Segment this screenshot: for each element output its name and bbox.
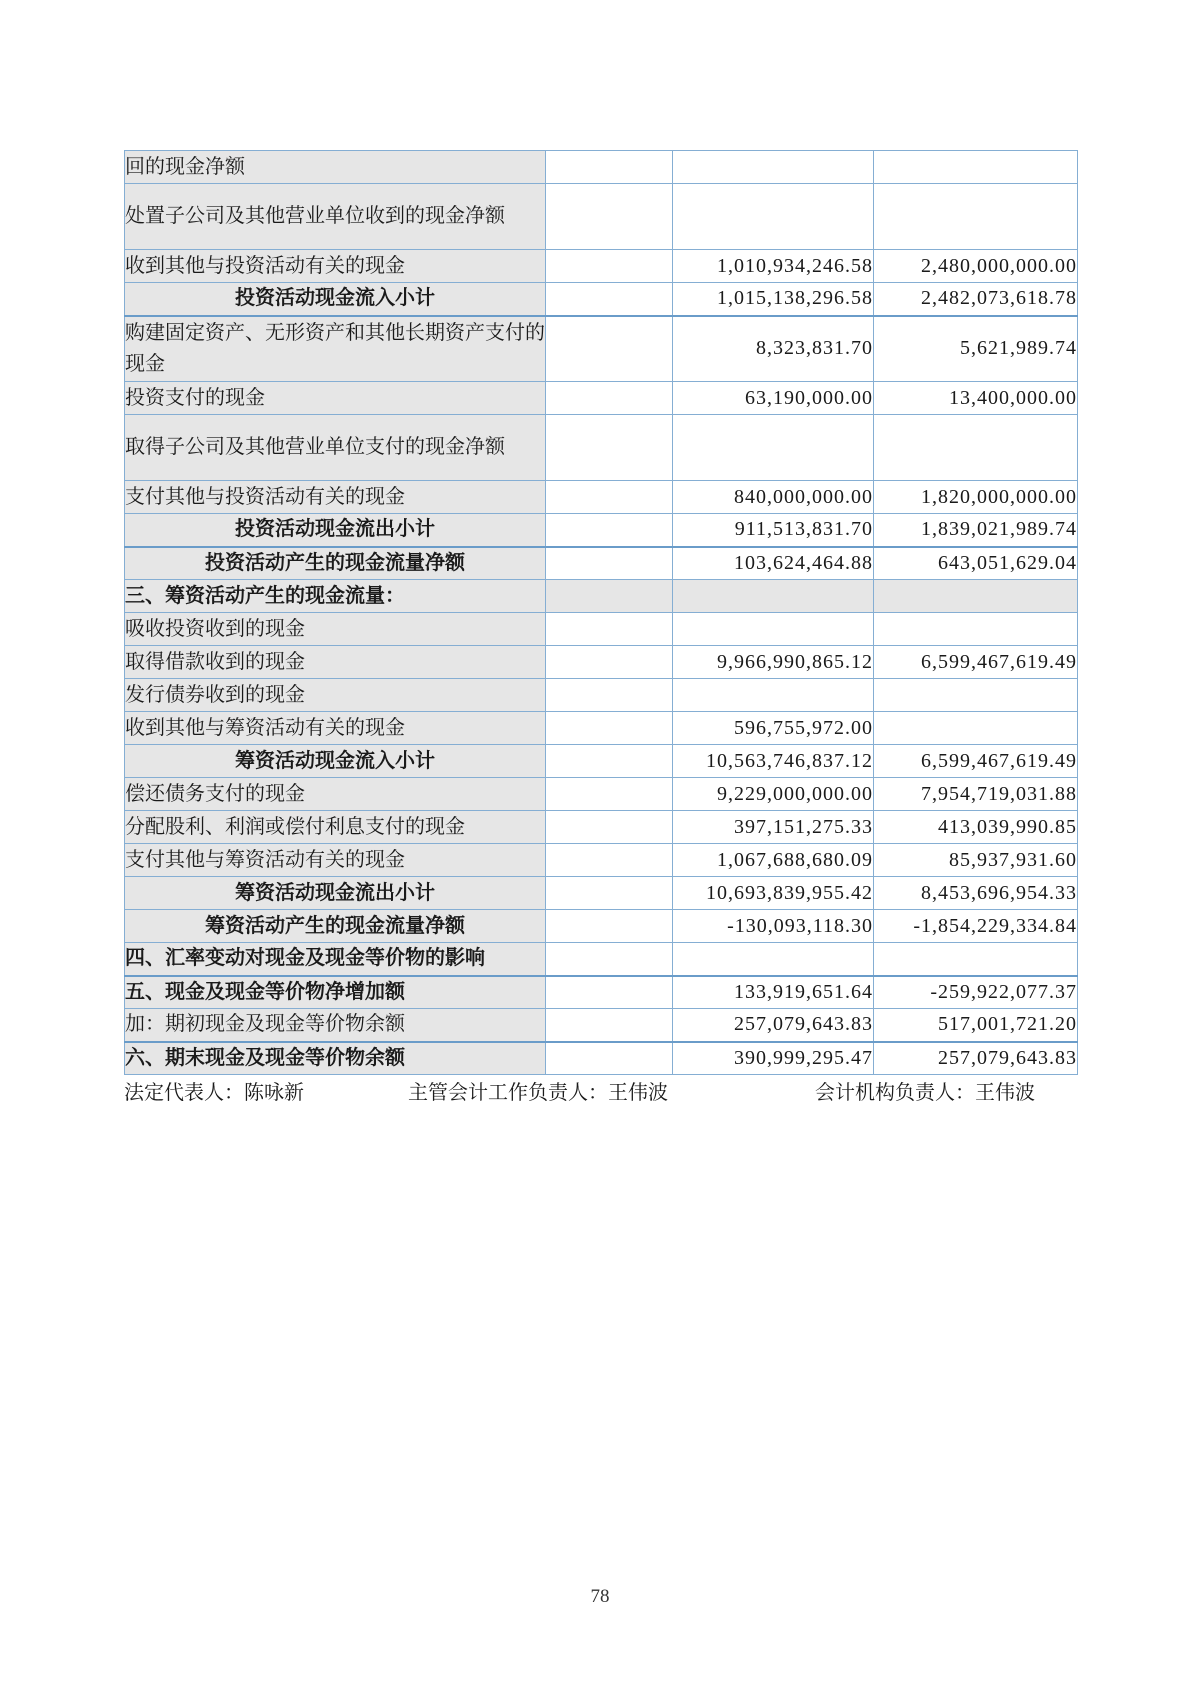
prior-period-cell: 1,839,021,989.74 <box>874 514 1078 547</box>
prior-period-cell: 257,079,643.83 <box>874 1042 1078 1075</box>
item-cell: 发行债券收到的现金 <box>125 679 546 712</box>
note-cell <box>546 877 673 910</box>
item-cell: 筹资活动现金流入小计 <box>125 745 546 778</box>
prior-period-cell: 517,001,721.20 <box>874 1009 1078 1042</box>
item-cell: 取得借款收到的现金 <box>125 646 546 679</box>
item-cell: 支付其他与投资活动有关的现金 <box>125 481 546 514</box>
current-period-cell: 63,190,000.00 <box>673 382 874 415</box>
note-cell <box>546 382 673 415</box>
table-row <box>125 382 1078 415</box>
current-period-cell: 10,563,746,837.12 <box>673 745 874 778</box>
note-cell <box>546 646 673 679</box>
item-cell: 回的现金净额 <box>125 151 546 184</box>
item-cell: 支付其他与筹资活动有关的现金 <box>125 844 546 877</box>
prior-period-cell: 643,051,629.04 <box>874 547 1078 580</box>
table-row <box>125 877 1078 910</box>
current-period-cell <box>673 943 874 976</box>
legal-representative-text: 法定代表人：陈咏新 <box>124 1082 304 1104</box>
table-row <box>125 679 1078 712</box>
note-cell <box>546 481 673 514</box>
current-period-cell: 911,513,831.70 <box>673 514 874 547</box>
current-period-cell: 596,755,972.00 <box>673 712 874 745</box>
note-cell <box>546 976 673 1009</box>
item-cell: 投资活动现金流出小计 <box>125 514 546 547</box>
table-row <box>125 910 1078 943</box>
table-row <box>125 976 1078 1009</box>
note-cell <box>546 580 673 613</box>
accounting-department-head-text: 会计机构负责人：王伟波 <box>815 1082 1035 1104</box>
prior-period-cell: 2,482,073,618.78 <box>874 283 1078 316</box>
table-row <box>125 613 1078 646</box>
item-cell: 吸收投资收到的现金 <box>125 613 546 646</box>
table-row <box>125 184 1078 250</box>
table-row <box>125 316 1078 382</box>
prior-period-cell: -1,854,229,334.84 <box>874 910 1078 943</box>
table-row <box>125 283 1078 316</box>
note-cell <box>546 547 673 580</box>
table-row <box>125 646 1078 679</box>
table-row <box>125 580 1078 613</box>
statement-table-body <box>125 151 1078 1075</box>
prior-period-cell <box>874 415 1078 481</box>
note-cell <box>546 745 673 778</box>
note-cell <box>546 844 673 877</box>
prior-period-cell <box>874 151 1078 184</box>
current-period-cell: 103,624,464.88 <box>673 547 874 580</box>
note-cell <box>546 778 673 811</box>
prior-period-cell: 5,621,989.74 <box>874 316 1078 382</box>
item-cell: 购建固定资产、无形资产和其他长期资产支付的现金 <box>125 316 546 382</box>
item-cell: 四、汇率变动对现金及现金等价物的影响 <box>125 943 546 976</box>
chief-accountant-text: 主管会计工作负责人：王伟波 <box>408 1082 668 1104</box>
note-cell <box>546 151 673 184</box>
table-row <box>125 481 1078 514</box>
note-cell <box>546 283 673 316</box>
prior-period-cell <box>874 943 1078 976</box>
note-cell <box>546 514 673 547</box>
prior-period-cell: 413,039,990.85 <box>874 811 1078 844</box>
table-row <box>125 1042 1078 1075</box>
item-cell: 偿还债务支付的现金 <box>125 778 546 811</box>
table-row <box>125 778 1078 811</box>
prior-period-cell: 7,954,719,031.88 <box>874 778 1078 811</box>
table-row <box>125 943 1078 976</box>
table-row <box>125 712 1078 745</box>
page-number: 78 <box>590 1586 610 1607</box>
prior-period-cell <box>874 613 1078 646</box>
table-row <box>125 745 1078 778</box>
current-period-cell: 1,067,688,680.09 <box>673 844 874 877</box>
item-cell: 投资活动现金流入小计 <box>125 283 546 316</box>
current-period-cell <box>673 151 874 184</box>
current-period-cell: 840,000,000.00 <box>673 481 874 514</box>
note-cell <box>546 415 673 481</box>
note-cell <box>546 910 673 943</box>
prior-period-cell: 2,480,000,000.00 <box>874 250 1078 283</box>
current-period-cell: 1,015,138,296.58 <box>673 283 874 316</box>
current-period-cell <box>673 580 874 613</box>
note-cell <box>546 184 673 250</box>
prior-period-cell: -259,922,077.37 <box>874 976 1078 1009</box>
current-period-cell: 257,079,643.83 <box>673 1009 874 1042</box>
current-period-cell <box>673 679 874 712</box>
table-row <box>125 547 1078 580</box>
item-cell: 收到其他与投资活动有关的现金 <box>125 250 546 283</box>
prior-period-cell <box>874 184 1078 250</box>
item-cell: 三、筹资活动产生的现金流量： <box>125 580 546 613</box>
item-cell: 六、期末现金及现金等价物余额 <box>125 1042 546 1075</box>
current-period-cell: 9,966,990,865.12 <box>673 646 874 679</box>
note-cell <box>546 712 673 745</box>
current-period-cell: 8,323,831.70 <box>673 316 874 382</box>
note-cell <box>546 811 673 844</box>
current-period-cell: 1,010,934,246.58 <box>673 250 874 283</box>
prior-period-cell: 1,820,000,000.00 <box>874 481 1078 514</box>
table-row <box>125 1009 1078 1042</box>
note-cell <box>546 1009 673 1042</box>
note-cell <box>546 316 673 382</box>
item-cell: 投资活动产生的现金流量净额 <box>125 547 546 580</box>
note-cell <box>546 943 673 976</box>
current-period-cell: 9,229,000,000.00 <box>673 778 874 811</box>
current-period-cell <box>673 415 874 481</box>
table-row <box>125 514 1078 547</box>
prior-period-cell: 6,599,467,619.49 <box>874 646 1078 679</box>
current-period-cell: -130,093,118.30 <box>673 910 874 943</box>
prior-period-cell <box>874 679 1078 712</box>
item-cell: 取得子公司及其他营业单位支付的现金净额 <box>125 415 546 481</box>
item-cell: 投资支付的现金 <box>125 382 546 415</box>
note-cell <box>546 613 673 646</box>
current-period-cell: 390,999,295.47 <box>673 1042 874 1075</box>
prior-period-cell <box>874 712 1078 745</box>
item-cell: 筹资活动产生的现金流量净额 <box>125 910 546 943</box>
note-cell <box>546 679 673 712</box>
item-cell: 收到其他与筹资活动有关的现金 <box>125 712 546 745</box>
prior-period-cell <box>874 580 1078 613</box>
item-cell: 加：期初现金及现金等价物余额 <box>125 1009 546 1042</box>
item-cell: 五、现金及现金等价物净增加额 <box>125 976 546 1009</box>
item-cell: 分配股利、利润或偿付利息支付的现金 <box>125 811 546 844</box>
signatories-line <box>0 1076 1200 1104</box>
current-period-cell: 10,693,839,955.42 <box>673 877 874 910</box>
item-cell: 处置子公司及其他营业单位收到的现金净额 <box>125 184 546 250</box>
current-period-cell <box>673 613 874 646</box>
note-cell <box>546 1042 673 1075</box>
prior-period-cell: 85,937,931.60 <box>874 844 1078 877</box>
current-period-cell <box>673 184 874 250</box>
current-period-cell: 133,919,651.64 <box>673 976 874 1009</box>
table-row <box>125 151 1078 184</box>
table-row <box>125 811 1078 844</box>
current-period-cell: 397,151,275.33 <box>673 811 874 844</box>
table-row <box>125 415 1078 481</box>
item-cell: 筹资活动现金流出小计 <box>125 877 546 910</box>
table-row <box>125 250 1078 283</box>
note-cell <box>546 250 673 283</box>
prior-period-cell: 13,400,000.00 <box>874 382 1078 415</box>
prior-period-cell: 8,453,696,954.33 <box>874 877 1078 910</box>
table-row <box>125 844 1078 877</box>
prior-period-cell: 6,599,467,619.49 <box>874 745 1078 778</box>
cash-flow-statement-table <box>124 150 1078 1075</box>
